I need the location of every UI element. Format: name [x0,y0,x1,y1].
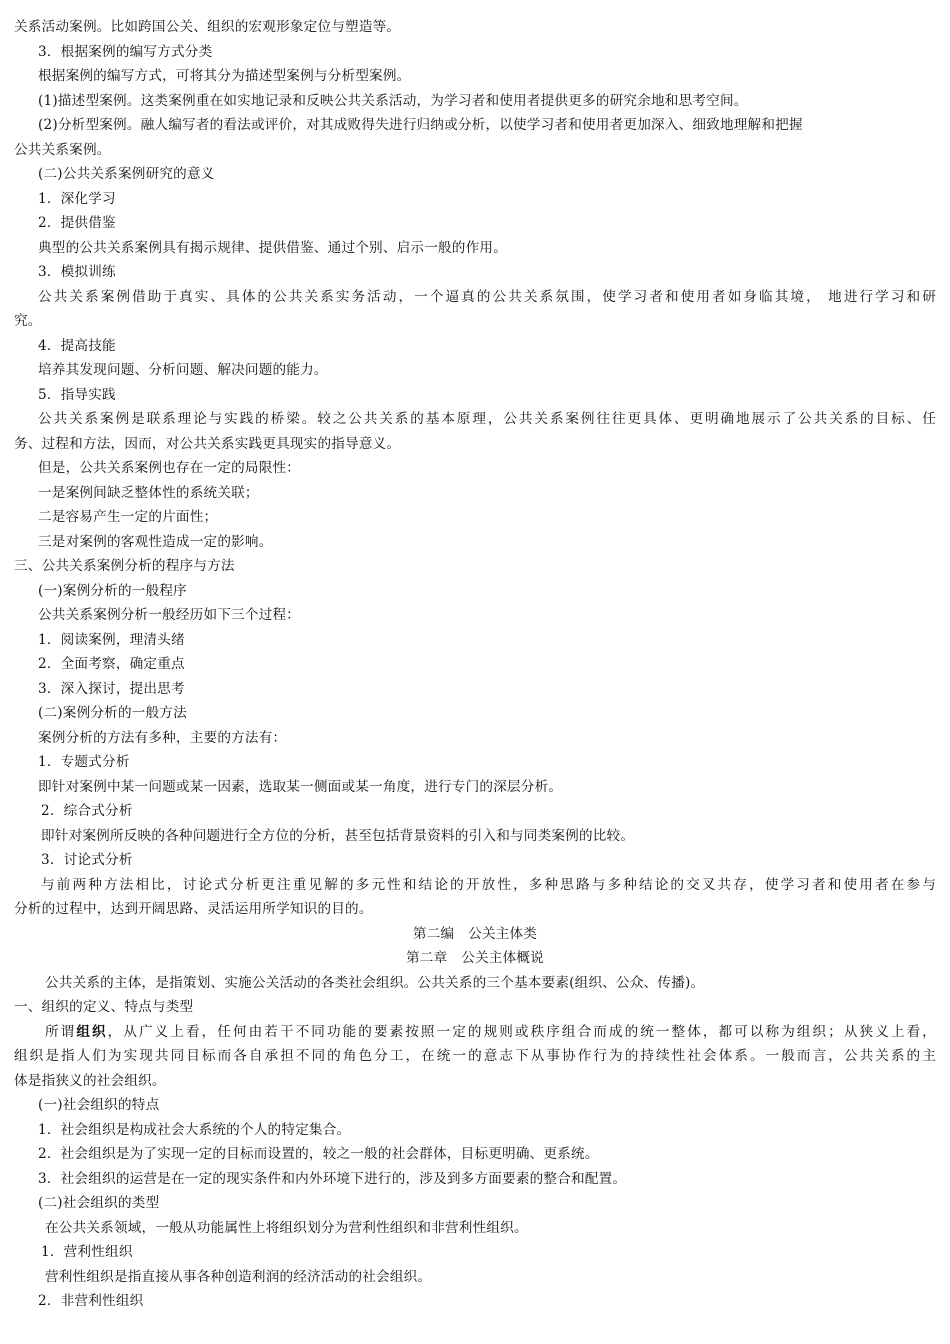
text-line: 公共关系案例是联系理论与实践的桥梁。较之公共关系的基本原理，公共关系案例往往更具体、更明确地展示了公共关系的目标、任 [38,411,936,427]
section-heading: 1．阅读案例，理清头绪 [38,632,185,648]
text-line: 体是指狭义的社会组织。 [14,1073,166,1089]
text-line: 分析的过程中，达到开阔思路、灵活运用所学知识的目的。 [14,901,373,917]
text-line: 案例分析的方法有多种，主要的方法有： [38,730,287,746]
section-heading: 三、公共关系案例分析的程序与方法 [14,558,235,574]
text-line: 一是案例间缺乏整体性的系统关联； [38,485,259,501]
text-line: 公共关系案例借助于真实、具体的公共关系实务活动，一个逼真的公共关系氛围，使学习者和使用者如身临其境， 地进行学习和研 [38,289,936,305]
section-heading: 1．深化学习 [38,191,116,207]
text-line: 3．社会组织的运营是在一定的现实条件和内外环境下进行的，涉及到多方面要素的整合和配置。 [38,1171,627,1187]
section-heading: 3．讨论式分析 [41,852,133,868]
section-heading: 2．综合式分析 [41,803,133,819]
text-line: 但是，公共关系案例也存在一定的局限性： [38,460,301,476]
section-heading: 2．非营利性组织 [38,1293,144,1309]
section-heading: 1．专题式分析 [38,754,130,770]
section-heading: 3．模拟训练 [38,264,116,280]
text-line: 根据案例的编写方式，可将其分为描述型案例与分析型案例。 [38,68,411,84]
chapter-title: 第二章 公关主体概说 [406,950,544,966]
section-heading: 一、组织的定义、特点与类型 [14,999,194,1015]
text-line: 即针对案例所反映的各种问题进行全方位的分析，甚至包括背景资料的引入和与同类案例的比较。 [41,828,635,844]
text-line: 即针对案例中某一问题或某一因素，选取某一侧面或某一角度，进行专门的深层分析。 [38,779,563,795]
section-heading: (二)社会组织的类型 [38,1195,160,1211]
section-heading: 4．提高技能 [38,338,116,354]
section-heading: (一)社会组织的特点 [38,1097,160,1113]
bold-term: 组织 [76,1024,108,1040]
text-line: 关系活动案例。比如跨国公关、组织的宏观形象定位与塑造等。 [14,19,401,35]
text-line: (1)描述型案例。这类案例重在如实地记录和反映公共关系活动，为学习者和使用者提供更多的研究余地和思考空间。 [38,93,748,109]
section-heading: 5．指导实践 [38,387,116,403]
text-line: 公共关系案例分析一般经历如下三个过程： [38,607,301,623]
section-heading: (二)公共关系案例研究的意义 [38,166,215,182]
text-line: 营利性组织是指直接从事各种创造利润的经济活动的社会组织。 [45,1269,432,1285]
section-heading: 3．根据案例的编写方式分类 [38,44,213,60]
text-line: 二是容易产生一定的片面性； [38,509,218,525]
text-line: 务、过程和方法，因而，对公共关系实践更具现实的指导意义。 [14,436,401,452]
text-line [45,1020,936,1045]
text-run: 所谓 [45,1024,77,1040]
text-line: 公共关系的主体，是指策划、实施公关活动的各类社会组织。公共关系的三个基本要素(组织、公众、传播)。 [45,975,705,991]
section-heading: 3．深入探讨，提出思考 [38,681,185,697]
text-line: 与前两种方法相比，讨论式分析更注重见解的多元性和结论的开放性，多种思路与多种结论的交叉共存，使学习者和使用者在参与 [41,877,936,893]
text-line: 三是对案例的客观性造成一定的影响。 [38,534,273,550]
part-title: 第二编 公关主体类 [412,926,538,942]
text-line: 典型的公共关系案例具有揭示规律、提供借鉴、通过个别、启示一般的作用。 [38,240,507,256]
section-heading: 2．提供借鉴 [38,215,116,231]
section-heading: 2．全面考察，确定重点 [38,656,185,672]
section-heading: (一)案例分析的一般程序 [38,583,187,599]
section-heading: 1．营利性组织 [41,1244,133,1260]
text-line: 在公共关系领域，一般从功能属性上将组织划分为营利性组织和非营利性组织。 [45,1220,528,1236]
text-line: 1．社会组织是构成社会大系统的个人的特定集合。 [38,1122,351,1138]
text-line: (2)分析型案例。融人编写者的看法或评价，对其成败得失进行归纳或分析，以使学习者和使用者更加深入、细致地理解和把握 [38,117,803,133]
text-run: ，从广义上看，任何由若干不同功能的要素按照一定的规则或秩序组合而成的统一整体，都可以称为组织；从狭义上看， [107,1024,936,1040]
text-line: 究。 [14,313,42,329]
section-heading: (二)案例分析的一般方法 [38,705,187,721]
text-line: 2．社会组织是为了实现一定的目标而设置的，较之一般的社会群体，目标更明确、更系统。 [38,1146,599,1162]
text-line: 培养其发现问题、分析问题、解决问题的能力。 [38,362,328,378]
text-line: 公共关系案例。 [14,142,111,158]
text-line: 组织是指人们为实现共同目标而各自承担不同的角色分工，在统一的意志下从事协作行为的持续性社会体系。一般而言，公共关系的主 [14,1048,936,1064]
